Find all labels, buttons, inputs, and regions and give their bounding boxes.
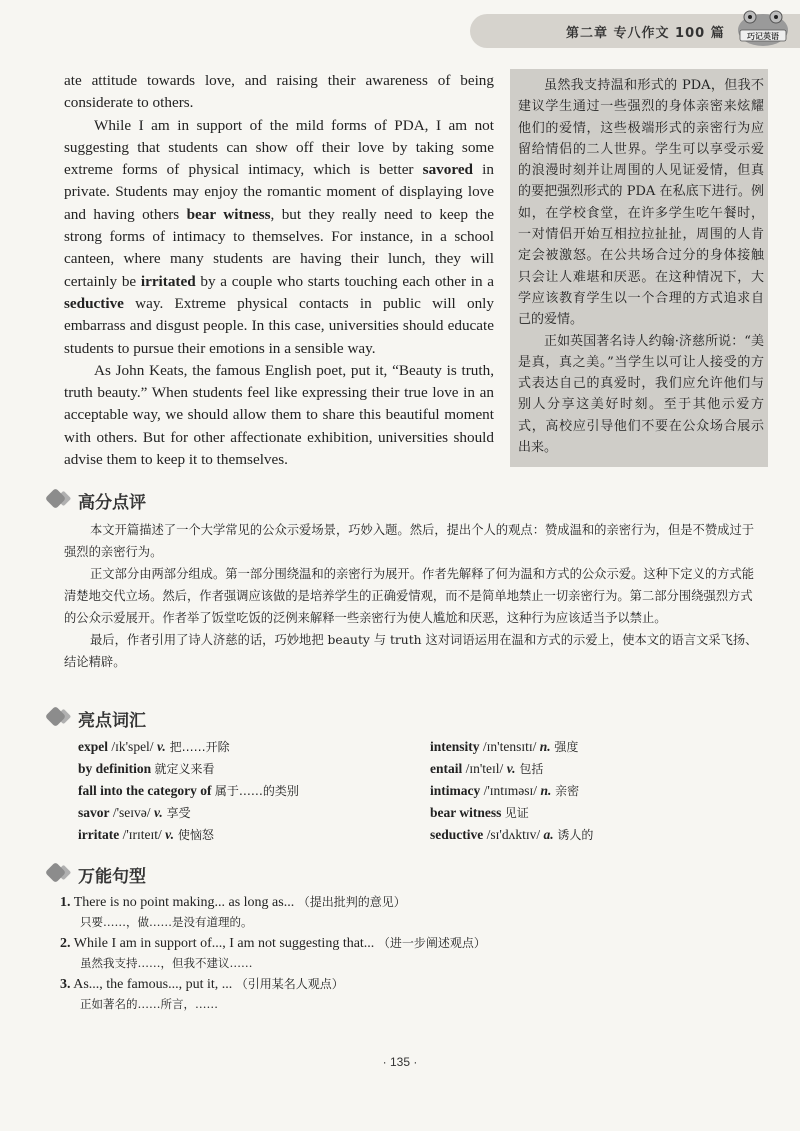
translation-paragraph-1: 虽然我支持温和形式的 PDA，但我不建议学生通过一些强烈的身体亲密来炫耀他们的爱情，这些极端形式的亲密行为应留给情侣的二人世界。学生可以享受示爱的浪漫时刻并让周围的人见证爱情，但真的要把强烈形式的 PDA 在私底下进行。例如，在学校食堂，在许多学生吃午餐时，一对情侣开始互相拉拉扯扯，周围的人肯定会被激怒。在公共场合过分的身体接触只会让人难堪和厌恶。在这种情况下，大学应该教育学生以一个合理的方式追求自己的爱情。 [518, 78, 764, 328]
review-text [64, 519, 764, 673]
vocab-item: expel /ɪk'spel/ v. 把……开除 [78, 739, 230, 754]
book-logo-icon [736, 8, 790, 48]
section-title: 万能句型 [78, 867, 146, 887]
sentence-pattern-3: 3. As..., the famous..., put it, ... （引用某名人观点） 正如著名的……所言，…… [60, 975, 760, 1012]
vocab-item: fall into the category of 属于……的类别 [78, 783, 299, 798]
page-number: · 135 · [382, 1055, 418, 1069]
vocab-item: irritate /'ɪrɪteɪt/ v. 使恼怒 [78, 827, 214, 842]
sentence-pattern-2: 2. While I am in support of..., I am not suggesting that... （进一步阐述观点） 虽然我支持……，但我不建议…… [60, 934, 760, 971]
essay-english-column [64, 70, 494, 471]
essay-chinese-column [518, 75, 764, 458]
vocab-item: seductive /sɪ'dʌktɪv/ a. 诱人的 [430, 827, 594, 842]
review-paragraph: 最后，作者引用了诗人济慈的话，巧妙地把 beauty 与 truth 这对词语运用在温和方式的示爱上，使本文的语言文采飞扬、结论精辟。 [64, 633, 758, 669]
vocab-highlight-seductive: seductive [64, 294, 124, 312]
vocab-item: by definition 就定义来看 [78, 761, 215, 776]
vocab-highlight-irritated: irritated [140, 272, 196, 290]
vocab-item: intimacy /'ɪntɪməsɪ/ n. 亲密 [430, 783, 580, 798]
sentence-translation: 虽然我支持……，但我不建议…… [80, 956, 253, 970]
vocab-item: entail /ɪn'teɪl/ v. 包括 [430, 761, 544, 776]
chapter-title: 第二章 专八作文 100 篇 [566, 26, 725, 41]
sentence-pattern-1: 1. There is no point making... as long as... （提出批判的意见） 只要……，做……是没有道理的。 [60, 893, 760, 930]
essay-paragraph-1: ate attitude towards love, and raising their awareness of being considerate to others. [64, 72, 494, 112]
vocab-highlight-bear-witness: bear witness [186, 205, 271, 223]
vocab-item: intensity /ɪn'tensɪtɪ/ n. 强度 [430, 739, 579, 754]
translation-paragraph-2: 正如英国著名诗人约翰·济慈所说：“美是真，真之美。”当学生以可让人接受的方式表达自己的真爱时，我们应允许他们与别人分享这美好时刻。至于其他示爱方式，高校应引导他们不要在公众场合展示出来。 [518, 333, 764, 456]
section-title: 亮点词汇 [78, 711, 146, 731]
vocab-highlight-savored: savored [422, 161, 474, 179]
logo-text: 巧记英语 [747, 32, 779, 41]
vocab-item: bear witness 见证 [430, 805, 529, 820]
review-paragraph: 正文部分由两部分组成。第一部分围绕温和的亲密行为展开。作者先解释了何为温和方式的公众示爱。这种下定义的方式能清楚地交代立场。然后，作者强调应该做的是培养学生的正确爱情观，而不是简单地禁止一切亲密行为。第二部分围绕强烈方式的公众示爱展开。作者举了饭堂吃饭的泛例来解释一些亲密行为使人尴尬和厌恶，这种行为应该适当予以禁止。 [64, 567, 755, 625]
vocab-item: savor /'seɪvə/ v. 享受 [78, 805, 191, 820]
section-title: 高分点评 [78, 493, 146, 513]
review-paragraph: 本文开篇描述了一个大学常见的公众示爱场景，巧妙入题。然后，提出个人的观点：赞成温和的亲密行为，但是不赞成过于强烈的亲密行为。 [64, 523, 755, 559]
essay-paragraph-2: While I am in support of the mild forms of PDA, I am not suggesting that students can show off their love by taking some extreme forms of physical intimacy, which is better savored in private. Students may enjoy the romantic moment of displaying love and having others bear witness, but they really need to keep the strong forms of intimacy to themselves. For instance, in a school canteen, where many students are having their lunch, they will certainly be irritated by a couple who starts touching each other in a seductive way. Extreme physical contacts in public will only embarrass and disgust people. In this case, universities should educate students to pursue their emotions in a sensible way. [64, 116, 494, 357]
essay-paragraph-3: As John Keats, the famous English poet, put it, “Beauty is truth, truth beauty.” When students feel like expressing their true love in an acceptable way, we should allow them to share this beautiful moment with others. But for other affectionate exhibition, universities should advise them to keep it to themselves. [64, 361, 494, 469]
sentence-translation: 正如著名的……所言，…… [80, 997, 218, 1011]
sentence-translation: 只要……，做……是没有道理的。 [80, 915, 253, 929]
